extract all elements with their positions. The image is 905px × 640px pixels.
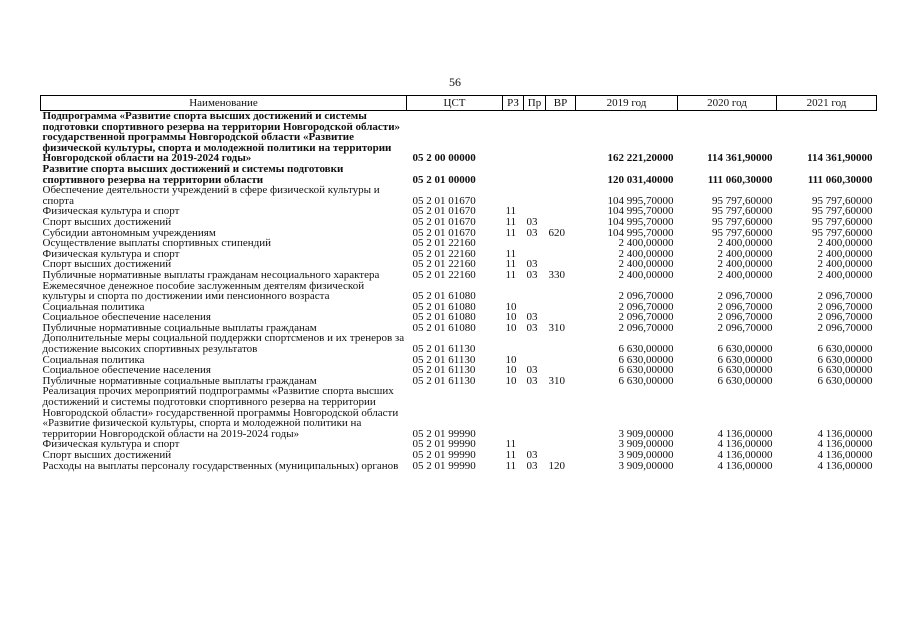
cell-2021: 4 136,00000	[817, 449, 873, 461]
cell-2021: 95 797,60000	[812, 205, 873, 218]
cell-cst: 05 2 01 61080	[412, 300, 476, 313]
cell-name: Спорт высших достижений	[42, 449, 172, 461]
cell-vr	[546, 164, 576, 185]
cell-rz: 10	[505, 364, 517, 377]
cell-2021: 4 136,00000	[817, 427, 873, 440]
cell-vr	[546, 206, 576, 217]
cell-2021: 95 797,60000	[812, 215, 873, 228]
cell-2020: 2 400,00000	[717, 237, 773, 250]
cell-rz	[503, 281, 524, 302]
cell-vr: 620	[548, 226, 565, 239]
cell-cst: 05 2 01 61080	[412, 290, 476, 303]
cell-vr	[546, 281, 576, 302]
cell-2019: 2 400,00000	[618, 237, 674, 250]
cell-2019: 162 221,20000	[607, 152, 674, 165]
cell-vr	[546, 217, 576, 228]
cell-2020: 95 797,60000	[712, 215, 773, 228]
cell-name: Субсидии автономным учреждениям	[42, 226, 216, 239]
cell-2020: 4 136,00000	[717, 449, 773, 461]
cell-name: Развитие спорта высших достижений и системы подготовки спортивного резерва на территории области	[42, 162, 344, 186]
cell-rz	[503, 386, 524, 439]
cell-vr	[546, 355, 576, 366]
cell-rz: 11	[505, 459, 517, 472]
table-row	[41, 333, 877, 354]
cell-cst: 05 2 01 61130	[412, 353, 476, 366]
cell-2019: 120 031,40000	[607, 173, 674, 186]
cell-pr: 03	[526, 321, 538, 334]
cell-cst: 05 2 01 61130	[412, 343, 476, 356]
table-header	[41, 96, 877, 111]
cell-2020: 111 060,30000	[707, 173, 773, 186]
cell-cst: 05 2 01 61080	[412, 321, 476, 334]
cell-2019: 2 400,00000	[618, 247, 674, 260]
cell-name: Физическая культура и спорт	[42, 205, 180, 218]
cell-vr: 310	[548, 321, 565, 334]
header-2021: 2021 год	[777, 96, 877, 111]
cell-pr: 03	[526, 258, 538, 271]
cell-2020: 4 136,00000	[717, 459, 773, 472]
cell-vr: 120	[548, 459, 565, 472]
cell-pr	[524, 238, 546, 249]
header-pr: Пр	[524, 96, 546, 111]
cell-cst: 05 2 01 99990	[412, 459, 476, 472]
cell-vr	[546, 439, 576, 450]
cell-cst: 05 2 01 01670	[412, 215, 476, 228]
cell-name: Публичные нормативные выплаты гражданам несоциального характера	[42, 268, 380, 281]
cell-pr: 03	[526, 311, 538, 324]
cell-pr	[524, 281, 546, 302]
cell-name: Дополнительные меры социальной поддержки спортсменов и их тренеров за достижение высоких спортивных результатов	[42, 332, 405, 356]
cell-pr: 03	[526, 449, 538, 461]
cell-cst: 05 2 01 01670	[412, 194, 476, 207]
cell-name: Подпрограмма «Развитие спорта высших достижений и системы подготовки спортивного резерва на территории Новгородской области» государственной программы Новгородской области «Развитие физической культуры, спорта и молодежной политики на территории Новгородской области на 2019-2024 годы»	[42, 110, 401, 165]
cell-2021: 6 630,00000	[817, 374, 873, 387]
cell-2020: 6 630,00000	[717, 364, 773, 377]
cell-name: Социальная политика	[42, 353, 145, 366]
cell-2019: 2 096,70000	[618, 290, 674, 303]
cell-2020: 2 096,70000	[717, 300, 773, 313]
cell-2021: 95 797,60000	[812, 194, 873, 207]
cell-cst: 05 2 01 61080	[412, 311, 476, 324]
cell-2020: 2 400,00000	[717, 247, 773, 260]
cell-2020: 95 797,60000	[712, 226, 773, 239]
cell-rz: 11	[505, 449, 517, 461]
cell-2021: 111 060,30000	[807, 173, 873, 186]
cell-2019: 2 096,70000	[618, 300, 674, 313]
cell-name: Спорт высших достижений	[42, 215, 172, 228]
cell-cst: 05 2 01 61130	[412, 364, 476, 377]
table-row	[41, 185, 877, 206]
cell-2019: 2 096,70000	[618, 311, 674, 324]
header-rz: РЗ	[503, 96, 524, 111]
table-row	[41, 270, 877, 281]
cell-2020: 6 630,00000	[717, 343, 773, 356]
cell-2021: 2 096,70000	[817, 300, 873, 313]
header-2020: 2020 год	[678, 96, 777, 111]
cell-cst: 05 2 01 22160	[412, 258, 476, 271]
cell-2019: 3 909,00000	[618, 427, 674, 440]
cell-2019: 2 400,00000	[618, 258, 674, 271]
cell-rz: 10	[505, 311, 517, 324]
cell-cst: 05 2 01 99990	[412, 438, 476, 451]
cell-rz	[503, 333, 524, 354]
cell-name: Социальное обеспечение населения	[42, 364, 211, 377]
cell-cst: 05 2 01 01670	[412, 226, 476, 239]
table-row	[41, 164, 877, 185]
cell-2019: 6 630,00000	[618, 374, 674, 387]
cell-cst: 05 2 01 22160	[412, 237, 476, 250]
cell-vr	[546, 249, 576, 260]
cell-pr: 03	[526, 374, 538, 387]
cell-name: Социальная политика	[42, 300, 145, 313]
cell-vr	[546, 450, 576, 461]
cell-2021: 2 400,00000	[817, 268, 873, 281]
cell-2019: 3 909,00000	[618, 459, 674, 472]
cell-pr	[524, 386, 546, 439]
cell-name: Ежемесячное денежное пособие заслуженным деятелям физической культуры и спорта по достижении ими пенсионного возраста	[42, 279, 365, 303]
cell-vr: 310	[548, 374, 565, 387]
cell-2020: 2 400,00000	[717, 258, 773, 271]
cell-2020: 2 400,00000	[717, 268, 773, 281]
cell-2019: 6 630,00000	[618, 353, 674, 366]
cell-cst: 05 2 01 00000	[412, 173, 476, 186]
cell-pr	[524, 185, 546, 206]
header-vr: ВР	[546, 96, 576, 111]
cell-rz: 11	[505, 438, 517, 451]
cell-2021: 6 630,00000	[817, 353, 873, 366]
cell-2020: 6 630,00000	[717, 353, 773, 366]
table-body	[41, 111, 877, 472]
cell-vr	[546, 386, 576, 439]
cell-cst: 05 2 01 01670	[412, 205, 476, 218]
cell-rz: 11	[505, 205, 517, 218]
table-row	[41, 450, 877, 461]
cell-2021: 2 400,00000	[817, 247, 873, 260]
cell-2020: 95 797,60000	[712, 194, 773, 207]
cell-pr: 03	[526, 215, 538, 228]
cell-cst: 05 2 00 00000	[412, 152, 476, 165]
page-number: 56	[449, 75, 461, 89]
cell-2019: 104 995,70000	[607, 215, 674, 228]
cell-name: Публичные нормативные социальные выплаты гражданам	[42, 374, 317, 387]
header-2019: 2019 год	[576, 96, 678, 111]
cell-vr: 330	[548, 268, 565, 281]
cell-rz	[503, 185, 524, 206]
cell-rz	[503, 164, 524, 185]
cell-vr	[546, 185, 576, 206]
cell-pr: 03	[526, 459, 538, 472]
cell-2021: 95 797,60000	[812, 226, 873, 239]
cell-pr: 03	[526, 268, 538, 281]
cell-2020: 4 136,00000	[717, 438, 773, 451]
header-cst: ЦСТ	[407, 96, 503, 111]
cell-rz: 11	[505, 268, 517, 281]
cell-vr	[546, 111, 576, 164]
table-row	[41, 461, 877, 472]
cell-2020: 95 797,60000	[712, 205, 773, 218]
cell-2021: 114 361,90000	[807, 152, 873, 165]
table-row	[41, 217, 877, 228]
cell-2020: 2 096,70000	[717, 311, 773, 324]
cell-2019: 2 096,70000	[618, 321, 674, 334]
cell-2021: 6 630,00000	[817, 364, 873, 377]
cell-rz: 11	[505, 215, 517, 228]
cell-name: Расходы на выплаты персоналу государственных (муниципальных) органов	[42, 459, 399, 472]
cell-rz: 10	[505, 374, 517, 387]
cell-rz: 10	[505, 300, 517, 313]
cell-name: Осуществление выплаты спортивных стипендий	[42, 237, 271, 250]
cell-rz: 10	[505, 321, 517, 334]
cell-rz: 11	[505, 258, 517, 271]
cell-2021: 4 136,00000	[817, 459, 873, 472]
header-name: Наименование	[41, 96, 407, 111]
cell-2019: 104 995,70000	[607, 226, 674, 239]
cell-2021: 6 630,00000	[817, 343, 873, 356]
table-row	[41, 281, 877, 302]
cell-rz: 11	[505, 226, 517, 239]
cell-2019: 3 909,00000	[618, 438, 674, 451]
table-row	[41, 111, 877, 164]
cell-2021: 2 096,70000	[817, 290, 873, 303]
budget-table	[40, 95, 877, 471]
cell-pr	[524, 333, 546, 354]
cell-2021: 4 136,00000	[817, 438, 873, 451]
cell-cst: 05 2 01 22160	[412, 268, 476, 281]
cell-2019: 6 630,00000	[618, 364, 674, 377]
cell-name: Публичные нормативные социальные выплаты гражданам	[42, 321, 317, 334]
cell-cst: 05 2 01 99990	[412, 449, 476, 461]
cell-name: Обеспечение деятельности учреждений в сфере физической культуры и спорта	[42, 184, 380, 207]
cell-2019: 3 909,00000	[618, 449, 674, 461]
cell-cst: 05 2 01 22160	[412, 247, 476, 260]
cell-2021: 2 400,00000	[817, 237, 873, 250]
cell-2019: 6 630,00000	[618, 343, 674, 356]
cell-2019: 104 995,70000	[607, 194, 674, 207]
cell-2021: 2 096,70000	[817, 321, 873, 334]
cell-vr	[546, 238, 576, 249]
cell-cst: 05 2 01 61130	[412, 374, 476, 387]
cell-pr: 03	[526, 226, 538, 239]
cell-pr	[524, 164, 546, 185]
cell-rz	[503, 111, 524, 164]
cell-2020: 2 096,70000	[717, 290, 773, 303]
cell-rz: 11	[505, 247, 517, 260]
table-row	[41, 386, 877, 439]
cell-vr	[546, 333, 576, 354]
cell-cst: 05 2 01 99990	[412, 427, 476, 440]
cell-name: Физическая культура и спорт	[42, 247, 180, 260]
cell-2019: 104 995,70000	[607, 205, 674, 218]
cell-rz: 10	[505, 353, 517, 366]
cell-name: Социальное обеспечение населения	[42, 311, 211, 324]
cell-2021: 2 400,00000	[817, 258, 873, 271]
cell-pr	[524, 111, 546, 164]
cell-vr	[546, 302, 576, 313]
cell-2020: 4 136,00000	[717, 427, 773, 440]
cell-pr: 03	[526, 364, 538, 377]
cell-2020: 6 630,00000	[717, 374, 773, 387]
cell-2019: 2 400,00000	[618, 268, 674, 281]
cell-2020: 114 361,90000	[707, 152, 773, 165]
cell-name: Спорт высших достижений	[42, 258, 172, 271]
cell-name: Реализация прочих мероприятий подпрограммы «Развитие спорта высших достижений и системы подготовки спортивного резерва на территории Новгородской области» государственной программы Новгородской области «Развитие физической культуры, спорта и молодежной политики на территории Новгородской области на 2019-2024 годы»	[42, 385, 399, 440]
cell-2021: 2 096,70000	[817, 311, 873, 324]
cell-name: Физическая культура и спорт	[42, 438, 180, 451]
cell-2020: 2 096,70000	[717, 321, 773, 334]
